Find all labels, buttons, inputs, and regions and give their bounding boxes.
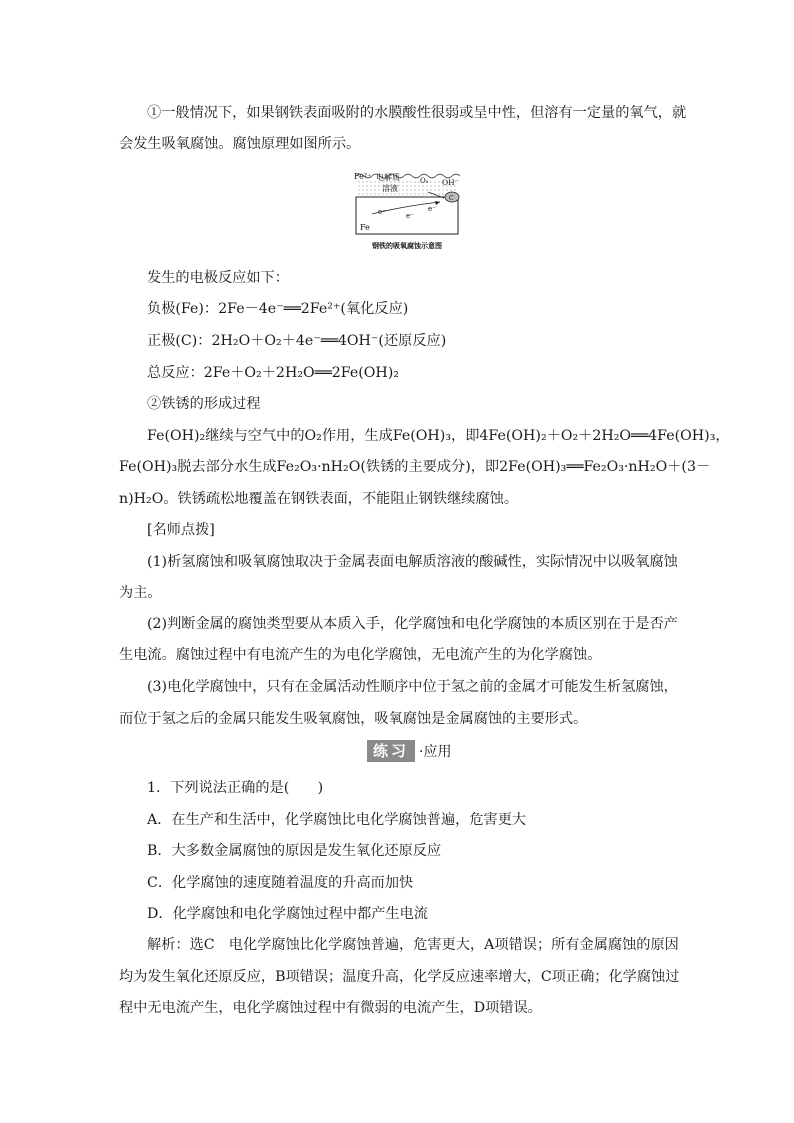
electrolyte-label-2: 溶液 bbox=[382, 184, 398, 193]
rust-line3: n)H₂O。铁锈疏松地覆盖在钢铁表面，不能阻止钢铁继续腐蚀。 bbox=[119, 491, 519, 507]
tip2-line1: (2)判断金属的腐蚀类型要从本质入手，化学腐蚀和电化学腐蚀的本质区别在于是否产 bbox=[147, 616, 678, 632]
electron-label-1: e⁻ bbox=[378, 208, 386, 216]
o2-label: O₂ bbox=[420, 177, 429, 185]
positive-electrode-reaction: 正极(C)：2H₂O＋O₂＋4e⁻══4OH⁻(还原反应) bbox=[147, 333, 447, 349]
figure-caption: 钢铁的吸氧腐蚀示意图 bbox=[372, 242, 442, 250]
rust-line2: Fe(OH)₃脱去部分水生成Fe₂O₃·nH₂O(铁锈的主要成分)，即2Fe(OH)₃══Fe₂O₃·nH₂O＋(3－ bbox=[119, 459, 711, 475]
practice-suffix: ·应用 bbox=[419, 744, 452, 760]
option-b: B．大多数金属腐蚀的原因是发生氧化还原反应 bbox=[147, 843, 442, 859]
fe-label: Fe bbox=[360, 223, 370, 232]
rust-line1: Fe(OH)₂继续与空气中的O₂作用，生成Fe(OH)₃，即4Fe(OH)₂＋O₂＋2H₂O══4Fe(OH)₃， bbox=[147, 428, 730, 444]
tip2-line2: 生电流。腐蚀过程中有电流产生的为电化学腐蚀，无电流产生的为化学腐蚀。 bbox=[119, 647, 602, 663]
option-a: A．在生产和生活中，化学腐蚀比电化学腐蚀普遍，危害更大 bbox=[147, 812, 527, 828]
corrosion-diagram-svg bbox=[352, 166, 462, 256]
analysis-line2: 均为发生氧化还原反应，B项错误；温度升高，化学反应速率增大，C项正确；化学腐蚀过 bbox=[119, 969, 680, 985]
electron-label-2: e⁻ bbox=[406, 212, 414, 220]
para1-line2: 会发生吸氧腐蚀。腐蚀原理如图所示。 bbox=[119, 136, 361, 152]
tips-heading: [名师点拨] bbox=[147, 522, 215, 538]
para1-line1: ①一般情况下，如果钢铁表面吸附的水膜酸性很弱或呈中性，但溶有一定量的氧气，就 bbox=[147, 105, 687, 121]
reactions-intro: 发生的电极反应如下： bbox=[147, 270, 289, 286]
practice-section-header bbox=[367, 740, 451, 762]
tip3-line1: (3)电化学腐蚀中，只有在金属活动性顺序中位于氢之前的金属才可能发生析氢腐蚀， bbox=[147, 679, 678, 695]
analysis-line3: 程中无电流产生，电化学腐蚀过程中有微弱的电流产生，D项错误。 bbox=[119, 1000, 542, 1016]
total-reaction: 总反应：2Fe＋O₂＋2H₂O══2Fe(OH)₂ bbox=[147, 365, 399, 381]
tip3-line2: 而位于氢之后的金属只能发生吸氧腐蚀，吸氧腐蚀是金属腐蚀的主要形式。 bbox=[119, 711, 588, 727]
rust-heading: ②铁锈的形成过程 bbox=[147, 396, 261, 412]
electrolyte-label-1: 电解质 bbox=[376, 173, 400, 182]
question-stem: 1．下列说法正确的是( ) bbox=[147, 780, 324, 796]
practice-badge: 练习 bbox=[367, 740, 415, 762]
option-d: D．化学腐蚀和电化学腐蚀过程中都产生电流 bbox=[147, 906, 428, 922]
corrosion-diagram bbox=[352, 166, 462, 256]
fe2-label: Fe²⁺ bbox=[354, 172, 372, 181]
electron-label-3: e⁻ bbox=[428, 205, 436, 213]
analysis-line1: 解析：选C 电化学腐蚀比化学腐蚀普遍，危害更大，A项错误；所有金属腐蚀的原因 bbox=[147, 937, 679, 953]
carbon-label: C bbox=[449, 195, 454, 202]
option-c: C．化学腐蚀的速度随着温度的升高而加快 bbox=[147, 875, 414, 891]
tip1-line1: (1)析氢腐蚀和吸氧腐蚀取决于金属表面电解质溶液的酸碱性，实际情况中以吸氧腐蚀 bbox=[147, 554, 678, 570]
tip1-line2: 为主。 bbox=[119, 585, 162, 601]
oh-label: OH⁻ bbox=[442, 178, 459, 187]
negative-electrode-reaction: 负极(Fe)：2Fe－4e⁻══2Fe²⁺(氧化反应) bbox=[147, 301, 409, 317]
